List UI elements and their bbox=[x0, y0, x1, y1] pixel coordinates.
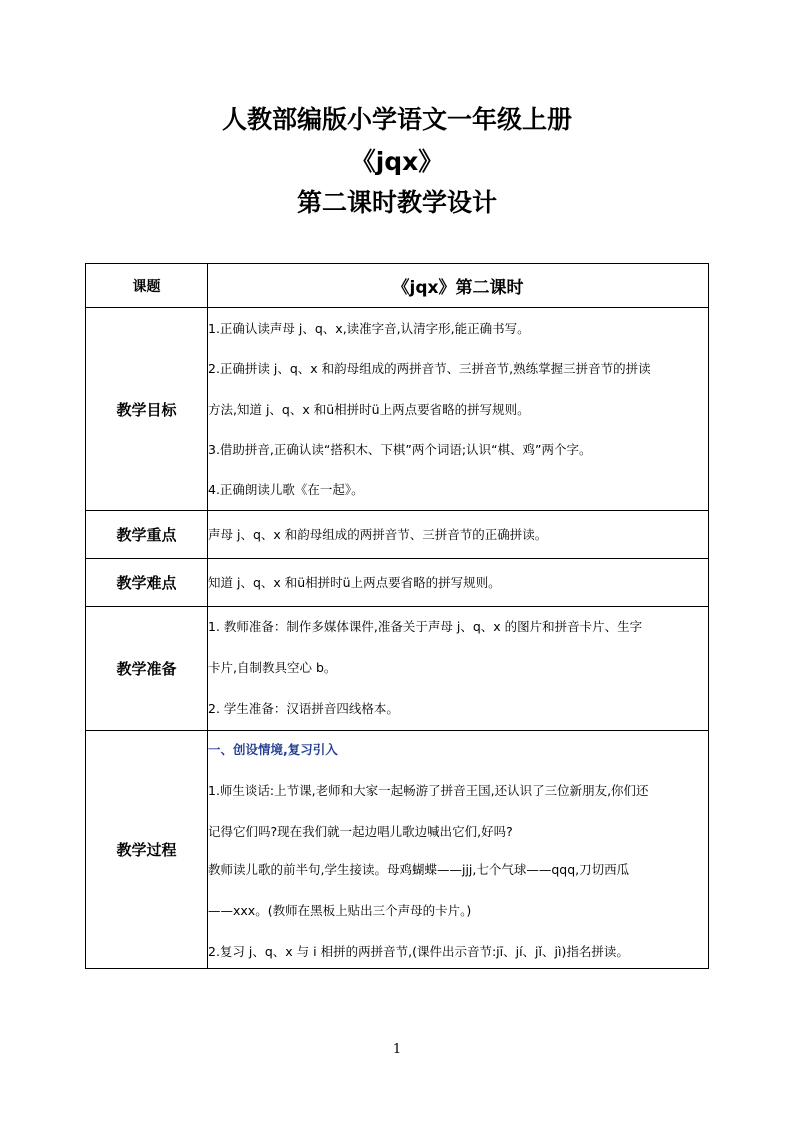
key-points-row bbox=[86, 511, 709, 559]
difficulties-value bbox=[208, 559, 709, 607]
preparation-row bbox=[86, 607, 709, 731]
document-title-line1: 人教部编版小学语文一年级上册 bbox=[221, 105, 572, 134]
process-item: 教师读儿歌的前半句,学生接读。母鸡蝴蝶——jjj,七个气球——qqq,刀切西瓜 bbox=[208, 862, 630, 877]
difficulties-label: 教学难点 bbox=[86, 559, 208, 607]
objectives-label: 教学目标 bbox=[86, 308, 208, 511]
page-number: 1 bbox=[392, 1042, 402, 1057]
objective-item: 4.正确朗读儿歌《在一起》。 bbox=[208, 482, 364, 497]
objectives-content bbox=[208, 308, 709, 511]
preparation-item: 卡片,自制教具空心 b。 bbox=[208, 660, 337, 675]
topic-value: 《jqx》第二课时 bbox=[208, 264, 709, 308]
process-row bbox=[86, 731, 709, 969]
document-title-line2: 《jqx》 bbox=[350, 147, 444, 176]
process-item: ——xxx。(教师在黑板上贴出三个声母的卡片。) bbox=[208, 903, 472, 918]
preparation-label: 教学准备 bbox=[86, 607, 208, 731]
topic-row bbox=[86, 264, 709, 308]
difficulties-text: 知道 j、q、x 和ü相拼时ü上两点要省略的拼写规则。 bbox=[208, 574, 501, 590]
process-item: 记得它们吗?现在我们就一起边唱儿歌边喊出它们,好吗? bbox=[208, 824, 513, 839]
lesson-plan-table bbox=[85, 263, 709, 969]
key-points-text: 声母 j、q、x 和韵母组成的两拼音节、三拼音节的正确拼读。 bbox=[208, 526, 548, 542]
key-points-label: 教学重点 bbox=[86, 511, 208, 559]
objective-item: 2.正确拼读 j、q、x 和韵母组成的两拼音节、三拼音节,熟练掌握三拼音节的拼读 bbox=[208, 361, 651, 376]
process-item: 1.师生谈话:上节课,老师和大家一起畅游了拼音王国,还认识了三位新朋友,你们还 bbox=[208, 783, 649, 798]
preparation-content bbox=[208, 607, 709, 731]
process-content bbox=[208, 731, 709, 969]
objective-item: 方法,知道 j、q、x 和ü相拼时ü上两点要省略的拼写规则。 bbox=[208, 402, 530, 417]
preparation-item: 2. 学生准备：汉语拼音四线格本。 bbox=[208, 701, 399, 716]
process-label: 教学过程 bbox=[86, 731, 208, 969]
preparation-item: 1. 教师准备：制作多媒体课件,准备关于声母 j、q、x 的图片和拼音卡片、生字 bbox=[208, 619, 643, 634]
process-section-title: 一、创设情境,复习引入 bbox=[208, 742, 338, 757]
difficulties-row bbox=[86, 559, 709, 607]
key-points-value bbox=[208, 511, 709, 559]
objective-item: 3.借助拼音,正确认读“搭积木、下棋”两个词语;认识“棋、鸡”两个字。 bbox=[208, 442, 592, 457]
objectives-row bbox=[86, 308, 709, 511]
process-item: 2.复习 j、q、x 与 i 相拼的两拼音节,(课件出示音节:jī、jí、jǐ、jì)指名拼读。 bbox=[208, 944, 629, 959]
objective-item: 1.正确认读声母 j、q、x,读准字音,认清字形,能正确书写。 bbox=[208, 321, 530, 336]
document-title-line3: 第二课时教学设计 bbox=[296, 188, 497, 217]
topic-label: 课题 bbox=[86, 264, 208, 308]
